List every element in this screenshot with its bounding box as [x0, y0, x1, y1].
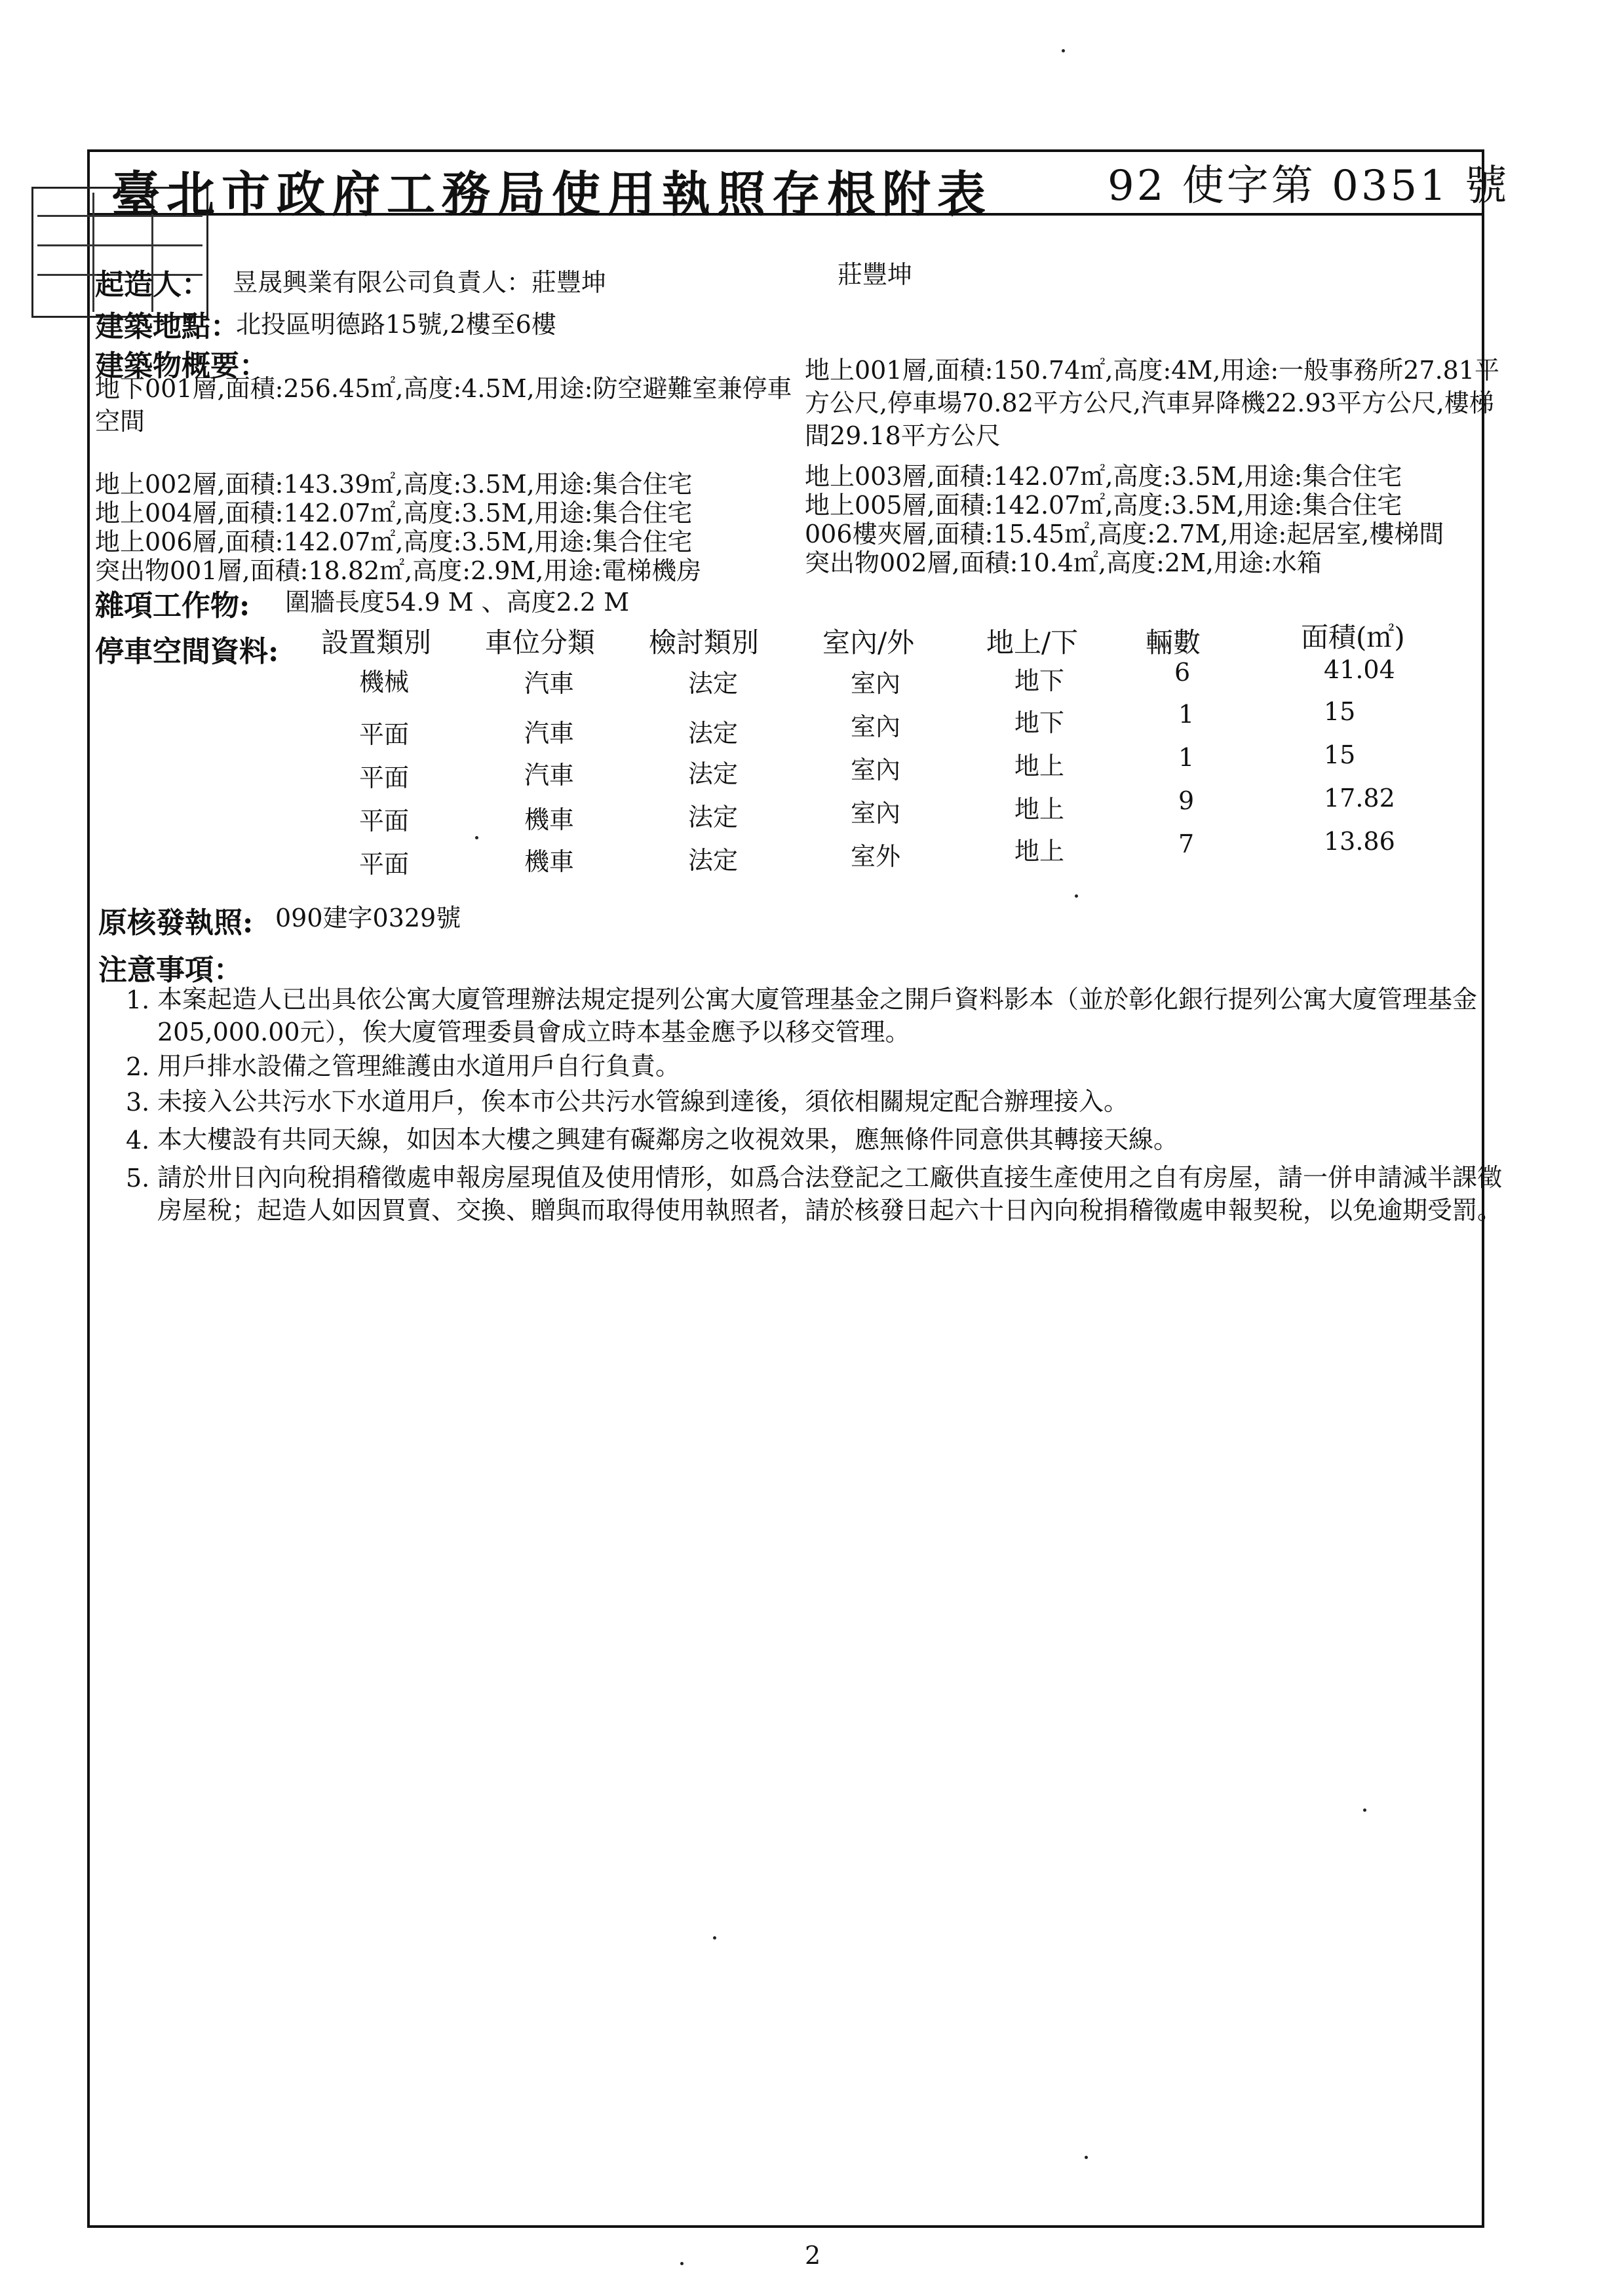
- table-cell: 法定: [688, 669, 739, 698]
- site-label: 建築地點：: [95, 310, 239, 343]
- table-cell: 機械: [359, 668, 410, 697]
- table-cell: 法定: [688, 719, 739, 748]
- table-cell: 17.82: [1324, 784, 1395, 813]
- overview-left-line-5: 突出物001層,面積:18.82㎡,高度:2.9M,用途:電梯機房: [95, 556, 702, 585]
- overview-left-line-4: 地上006層,面積:142.07㎡,高度:3.5M,用途:集合住宅: [95, 527, 693, 556]
- original-permit-label: 原核發執照:: [98, 906, 254, 940]
- note-number: 4.: [126, 1126, 150, 1155]
- original-permit-text: 090建字0329號: [275, 904, 461, 932]
- table-cell: 地上: [1014, 752, 1065, 780]
- overview-right-line-4: 006樓夾層,面積:15.45㎡,高度:2.7M,用途:起居室,樓梯間: [805, 520, 1444, 548]
- misc-works-text: 圍牆長度54.9 M 、高度2.2 M: [285, 588, 630, 617]
- table-cell: 室內: [851, 669, 901, 698]
- table-cell: 地下: [1014, 708, 1065, 737]
- site-text: 北投區明德路15號,2樓至6樓: [236, 310, 556, 339]
- parking-header-indoor: 室內/外: [822, 626, 915, 659]
- applicant-text: 昱晟興業有限公司負責人：莊豐坤: [233, 268, 607, 297]
- scan-speck: [1085, 2156, 1088, 2159]
- table-cell: 室外: [851, 842, 901, 871]
- note-number: 1.: [126, 985, 150, 1014]
- overview-label: 建築物概要：: [95, 349, 268, 383]
- table-cell: 汽車: [524, 719, 575, 748]
- parking-header-area: 面積(㎡): [1301, 621, 1405, 653]
- overview-right-line-5: 突出物002層,面積:10.4㎡,高度:2M,用途:水箱: [805, 548, 1322, 577]
- overview-left-line-3: 地上004層,面積:142.07㎡,高度:3.5M,用途:集合住宅: [95, 499, 693, 527]
- parking-header-vehicle: 車位分類: [485, 626, 596, 659]
- parking-header-type: 設置類別: [321, 626, 432, 659]
- note-number: 3.: [126, 1088, 150, 1117]
- table-cell: 機車: [524, 847, 575, 876]
- notes-label: 注意事項：: [98, 953, 242, 987]
- table-cell: 13.86: [1324, 827, 1395, 856]
- overview-right-line-1: 地上001層,面積:150.74㎡,高度:4M,用途:一般事務所27.81平方公尺,停車場70.82平方公尺,汽車昇降機22.93平方公尺,樓梯間29.18平方公尺: [805, 356, 1500, 450]
- table-cell: 平面: [359, 807, 410, 835]
- note-item: 用戶排水設備之管理維護由水道用戶自行負責。: [157, 1052, 681, 1081]
- permit-number: 92 使字第 0351 號: [1108, 162, 1510, 210]
- table-cell: 平面: [359, 850, 410, 879]
- note-item: 本大樓設有共同天線，如因本大樓之興建有礙鄰房之收視效果，應無條件同意供其轉接天線。: [157, 1125, 1179, 1154]
- overview-right-line-2: 地上003層,面積:142.07㎡,高度:3.5M,用途:集合住宅: [805, 462, 1402, 491]
- table-cell: 室內: [851, 799, 901, 828]
- table-cell: 平面: [359, 763, 410, 792]
- table-cell: 41.04: [1324, 655, 1395, 684]
- parking-header-review: 檢討類別: [649, 626, 760, 659]
- overview-left-line-2: 地上002層,面積:143.39㎡,高度:3.5M,用途:集合住宅: [95, 470, 693, 499]
- table-cell: 室內: [851, 712, 901, 741]
- misc-works-label: 雜項工作物:: [95, 589, 250, 622]
- table-cell: 6: [1174, 658, 1191, 687]
- table-cell: 7: [1178, 830, 1195, 858]
- table-cell: 15: [1324, 740, 1356, 769]
- table-cell: 地上: [1014, 795, 1065, 824]
- table-cell: 汽車: [524, 669, 575, 698]
- table-cell: 平面: [359, 720, 410, 749]
- overview-right-line-3: 地上005層,面積:142.07㎡,高度:3.5M,用途:集合住宅: [805, 491, 1402, 520]
- note-item: 請於卅日內向稅捐稽徵處申報房屋現值及使用情形，如爲合法登記之工廠供直接生產使用之自有房屋，請一併申請減半課徵房屋稅；起造人如因買賣、交換、贈與而取得使用執照者，請於核發日起六十日內向稅捐稽徵處申報契稅，以免逾期受罰。: [157, 1163, 1503, 1225]
- table-cell: 法定: [688, 759, 739, 788]
- table-cell: 地上: [1014, 837, 1065, 866]
- scan-speck: [475, 836, 478, 839]
- table-cell: 1: [1178, 700, 1195, 729]
- table-cell: 9: [1178, 786, 1195, 815]
- applicant-extra: 莊豐坤: [838, 260, 913, 289]
- applicant-label: 起造人：: [95, 268, 210, 301]
- page-number: 2: [805, 2241, 821, 2270]
- scan-speck: [1062, 49, 1065, 52]
- table-cell: 室內: [851, 756, 901, 784]
- parking-header-count: 輛數: [1146, 626, 1201, 659]
- scan-speck: [680, 2262, 684, 2265]
- note-number: 2.: [126, 1052, 150, 1081]
- scan-speck: [713, 1936, 716, 1940]
- note-number: 5.: [126, 1164, 150, 1193]
- document-title: 臺北市政府工務局使用執照存根附表: [111, 166, 992, 223]
- parking-label: 停車空間資料:: [95, 635, 279, 668]
- table-cell: 1: [1178, 743, 1195, 772]
- scan-speck: [1363, 1808, 1366, 1812]
- table-cell: 15: [1324, 697, 1356, 726]
- table-cell: 法定: [688, 846, 739, 875]
- table-cell: 地下: [1014, 666, 1065, 695]
- parking-header-level: 地上/下: [986, 626, 1079, 659]
- note-item: 本案起造人已出具依公寓大廈管理辦法規定提列公寓大廈管理基金之開戶資料影本（並於彰化銀行提列公寓大廈管理基金205,000.00元），俟大廈管理委員會成立時本基金應予以移交管理。: [157, 985, 1478, 1046]
- table-cell: 法定: [688, 803, 739, 832]
- scan-speck: [1075, 894, 1078, 898]
- table-cell: 機車: [524, 805, 575, 834]
- note-item: 未接入公共污水下水道用戶，俟本市公共污水管線到達後，須依相關規定配合辦理接入。: [157, 1087, 1129, 1116]
- overview-left-line-1: 地下001層,面積:256.45㎡,高度:4.5M,用途:防空避難室兼停車空間: [95, 374, 792, 436]
- table-cell: 汽車: [524, 761, 575, 790]
